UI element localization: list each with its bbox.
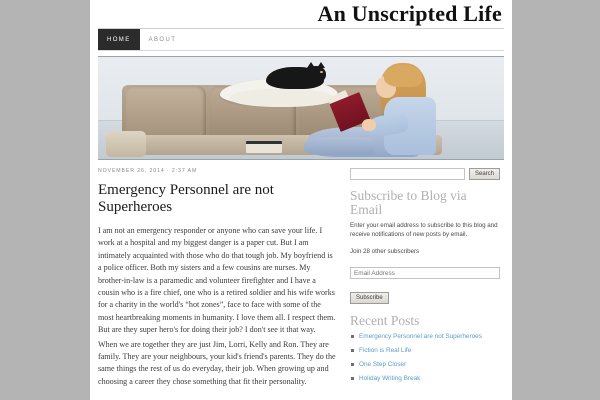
sidebar bbox=[350, 168, 500, 390]
post-article bbox=[98, 168, 338, 388]
post-title[interactable]: Emergency Personnel are not Superheroes bbox=[98, 182, 274, 215]
recent-posts-title: Recent Posts bbox=[350, 313, 420, 329]
recent-posts-widget bbox=[350, 314, 500, 383]
search-button[interactable]: Search bbox=[469, 168, 500, 180]
list-item bbox=[350, 332, 500, 341]
search-input[interactable] bbox=[350, 168, 465, 180]
email-field[interactable] bbox=[350, 267, 500, 279]
banner-woman-hair-front bbox=[384, 65, 422, 87]
site-container bbox=[90, 0, 512, 400]
nav-item-about[interactable]: ABOUT bbox=[148, 36, 177, 43]
banner-cat-head bbox=[306, 66, 326, 83]
subscribe-widget bbox=[350, 189, 500, 314]
list-item bbox=[350, 346, 500, 355]
masthead bbox=[90, 0, 512, 28]
post-date: NOVEMBER 26, 2014 · 2:37 AM bbox=[98, 168, 198, 174]
banner-woman-shin bbox=[304, 137, 374, 155]
primary-navigation bbox=[98, 28, 504, 51]
subscribe-widget-title: Subscribe to Blog via Email bbox=[350, 188, 467, 217]
main-content bbox=[98, 168, 350, 390]
list-item bbox=[350, 374, 500, 383]
recent-post-link[interactable]: Fiction is Real Life bbox=[359, 347, 412, 355]
subscribe-description: Enter your email address to subscribe to this blog and receive notifications of new posts by email. bbox=[350, 222, 498, 239]
recent-post-link[interactable]: Emergency Personnel are not Superheroes bbox=[359, 333, 482, 341]
subscribe-button[interactable]: Subscribe bbox=[350, 292, 389, 304]
post-paragraph: I am not an emergency responder or anyone who can save your life. I work at a hospital and my biggest danger is a paper cut. But I am intimately acquainted with those who do that tough job. My boyfriend is a police officer. Both my sisters and a few cousins are nurses. My brother-in-law is a paramedic and volunteer firefighter and I have a cousin who is a fire chief, one who is a retired soldier and his wife works for a charity in the world's “hot zones”, face to face with some of the most heartbreaking moments in humanity. I love them all. I respect them. But are they super hero's for doing their job? I don't see it that way. bbox=[98, 226, 336, 335]
banner-cat-ear bbox=[307, 62, 315, 68]
search-widget bbox=[350, 168, 500, 180]
banner-cat-eye bbox=[320, 71, 323, 73]
banner-cat-ear bbox=[317, 62, 325, 68]
banner-magazine bbox=[246, 141, 282, 153]
list-item bbox=[350, 360, 500, 369]
site-title: An Unscripted Life bbox=[317, 1, 502, 26]
post-paragraph: When we are together they are just Jim, Lorri, Kelly and Ron. They are family. They are your neighbours, your kid's friend's parents. They do the same things the rest of us do everyday, their job. When growing up and choosing a career they chose something that fit their personality. bbox=[98, 339, 336, 386]
subscriber-count: Join 28 other subscribers bbox=[350, 247, 420, 255]
recent-post-link[interactable]: Holiday Writing Break bbox=[359, 375, 421, 383]
recent-posts-list bbox=[350, 332, 500, 383]
banner-woman-hand bbox=[362, 119, 376, 131]
page-columns bbox=[98, 160, 504, 390]
nav-list bbox=[98, 29, 185, 50]
banner-sheepskin-throw-shadow bbox=[230, 89, 334, 107]
header-banner-image bbox=[98, 56, 504, 160]
recent-post-link[interactable]: One Step Closer bbox=[359, 361, 407, 369]
post-body bbox=[98, 225, 338, 388]
nav-item-home[interactable]: HOME bbox=[98, 29, 140, 50]
banner-couch-armrest bbox=[106, 131, 146, 157]
